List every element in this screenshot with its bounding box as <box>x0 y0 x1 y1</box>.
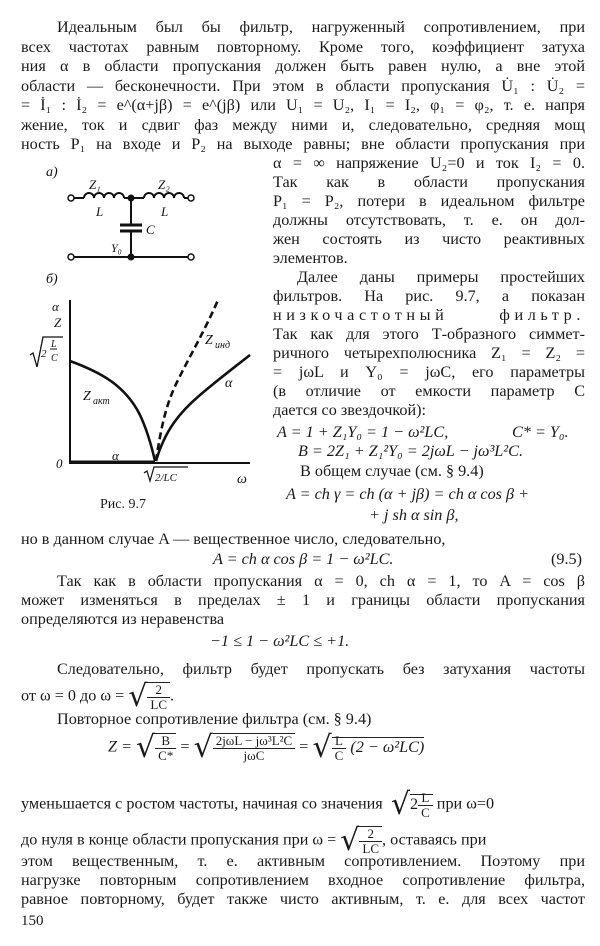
terminal-icon <box>188 195 194 201</box>
equation-ch-cont-text: + j sh α sin β, <box>369 506 459 524</box>
equation-a <box>277 423 448 442</box>
svg-text:инд: инд <box>215 340 231 351</box>
z2-label: Z₂ <box>158 177 170 192</box>
equation-ch <box>286 485 529 504</box>
terminal-icon <box>188 254 194 260</box>
fraction: $\frac{L}{C}$ <box>418 791 433 820</box>
svg-text:2: 2 <box>41 348 47 360</box>
text-line: (в отличие от емкости параметр C <box>273 382 585 400</box>
text-line: ния α в области пропускания должен быть равен нулю, а вне этой <box>21 57 585 75</box>
svg-text:C: C <box>51 353 58 364</box>
equation-a-text: A = 1 + Z₁Y₀ = 1 − ω²LC, <box>277 423 449 441</box>
text-line: должны отсутствовать, т. е. он дол- <box>273 211 585 229</box>
c-label: C <box>146 222 155 237</box>
omega-label: ω <box>237 472 247 487</box>
fraction: $\frac{L}{C}$ <box>332 734 347 763</box>
fraction: $\frac{\text{2jωL − jω³L²C}}{\text{jωC}}$ <box>213 733 296 763</box>
svg-text:акт: акт <box>93 396 110 407</box>
equation-cstar-text: C* = Y₀. <box>512 423 569 441</box>
text-line: P₁ = P₂, потери в идеальном фильтре <box>273 192 585 210</box>
svg-text:2/LC: 2/LC <box>155 472 178 484</box>
inequality <box>210 632 349 651</box>
z-ind-label: Z <box>205 333 213 348</box>
text-span: при ω=0 <box>436 794 495 813</box>
text-line: жен состоять из чисто реактивных <box>273 230 585 248</box>
text-line: ричного четырехполюсника Z₁ = Z₂ = <box>273 344 585 362</box>
equals: = <box>299 737 309 756</box>
text-line: Так как в области пропускания <box>273 173 585 191</box>
inductor-icon <box>84 193 124 198</box>
fraction: $\frac{2}{LC}$ <box>147 682 170 712</box>
radicand: 2 $\frac{L}{C}$ <box>410 794 433 813</box>
text-line: элементов. <box>273 249 348 267</box>
l1-label: L <box>96 204 104 219</box>
z-act-label: Z <box>83 389 91 404</box>
text-line: = İ₁ : İ₂ = e^(α+jβ) = e^(jβ) или U₁ = U₂, I₁ = I₂, φ₁ = φ₂, т. е. напря <box>21 96 585 114</box>
sqrt-icon: √ <box>136 730 156 765</box>
panel-b-label: б) <box>46 272 58 287</box>
equation-number: (9.5) <box>550 550 582 568</box>
text-line: Так как для этого Т-образного симмет- <box>273 325 585 343</box>
sqrt-icon: √ <box>193 730 213 765</box>
terminal-icon <box>68 195 74 201</box>
text-line: нагрузке повторным сопротивлением входное сопротивление фильтра, <box>21 871 585 889</box>
fraction: $\frac{2}{LC}$ <box>359 826 382 856</box>
figure-svg <box>0 140 275 520</box>
text-line <box>21 787 495 822</box>
text-line: В общем случае (см. § 9.4) <box>300 462 484 480</box>
inductor-icon <box>144 193 184 198</box>
equation-b <box>298 442 523 461</box>
svg-text:L: L <box>51 339 57 350</box>
equation-9-5-text: A = ch α cos β = 1 − ω²LC. <box>213 550 394 568</box>
text-span: , оставаясь при <box>382 830 487 849</box>
inequality-text: −1 ≤ 1 − ω²LC ≤ +1. <box>210 632 350 650</box>
text-line: равное повторному, будет также чисто активным, т. е. для всех частот <box>21 890 585 908</box>
text-line: низкочастотный фильтр. <box>273 306 585 324</box>
text-line: жение, ток и сдвиг фаз между ними и, следовательно, средняя мощ <box>21 115 585 134</box>
text-line: от ω = 0 до ω = √ $\frac{2}{LC}$ . <box>21 679 175 714</box>
text-line: всех частотах равным повторному. Кроме того, коэффициент затуха <box>21 37 585 56</box>
equals: = <box>180 737 190 756</box>
y0-label: Y₀ <box>111 241 122 255</box>
text-line: α = ∞ напряжение U₂=0 и ток I₂ = 0. <box>273 154 585 172</box>
sqrt-icon: √ <box>312 730 332 765</box>
panel-a-label: а) <box>46 165 58 180</box>
text-line: этом вещественным, т. е. активным сопротивлением. Поэтому при <box>21 852 585 870</box>
text-line: Далее даны примеры простейших <box>297 268 585 286</box>
equation-ch-cont <box>369 506 459 525</box>
text-line: Повторное сопротивление фильтра (см. § 9.4) <box>57 710 372 728</box>
text-span: до нуля в конце области пропускания при ω = <box>21 830 337 849</box>
origin-label: 0 <box>56 456 63 471</box>
y-axis-label-z: Z <box>54 315 62 330</box>
text-line: дается со звездочкой): <box>273 401 427 419</box>
radicand: $\frac{L}{C}$ (2 − ω²LC) <box>332 737 425 756</box>
equation-cstar <box>512 423 569 442</box>
text-span: уменьшается с ростом частоты, начиная со значения <box>21 794 383 813</box>
text-line: Идеальным был бы фильтр, нагруженный сопротивлением, при <box>57 18 585 36</box>
terminal-icon <box>68 254 74 260</box>
sqrt-icon: √ <box>390 787 410 822</box>
z-eq-lhs: Z = <box>108 737 132 756</box>
l2-label: L <box>161 204 169 219</box>
y-axis-label-alpha: α <box>52 299 59 314</box>
sqrt-icon: √ <box>340 823 360 858</box>
text-span: от ω = 0 до ω = <box>21 686 125 705</box>
text-line: ность P₁ на входе и P₂ на выходе равны; вне области пропускания при <box>21 135 585 153</box>
alpha-curve <box>156 355 250 461</box>
equation-z <box>108 730 425 765</box>
page-number: 150 <box>21 913 44 929</box>
text-line: Следовательно, фильтр будет пропускать без затухания частоты <box>57 660 585 678</box>
equation-9-5 <box>213 550 393 569</box>
text-line: определяются из неравенства <box>21 610 225 628</box>
equation-b-text: B = 2Z₁ + Z₁²Y₀ = 2jωL − jω³L²C. <box>298 442 524 460</box>
fraction: $\frac{B}{C*}$ <box>155 733 176 763</box>
figure-9-7 <box>0 140 275 520</box>
alpha-label: α <box>225 376 233 391</box>
text-line: но в данном случае A — вещественное число, следовательно, <box>21 530 446 548</box>
text-line: фильтров. На рис. 9.7, а показан <box>273 287 585 305</box>
text-line: = jωL и Y₀ = jωC, его параметры <box>273 363 585 381</box>
z-act-curve <box>70 361 155 461</box>
text-line: Так как в области пропускания α = 0, ch α = 1, то A = cos β <box>57 572 585 590</box>
sqrt-icon: √ <box>128 679 148 714</box>
equation-ch-text: A = ch γ = ch (α + jβ) = ch α cos β + <box>286 485 530 503</box>
figure-caption: Рис. 9.7 <box>100 497 146 512</box>
alpha-passband-label: α <box>112 448 119 463</box>
z1-label: Z₁ <box>89 177 101 192</box>
text-line: области — бесконечности. При этом в области пропускания U̇₁ : U̇₂ = <box>21 76 585 95</box>
text-line: может изменяться в пределах ± 1 и границы области пропускания <box>21 591 585 609</box>
